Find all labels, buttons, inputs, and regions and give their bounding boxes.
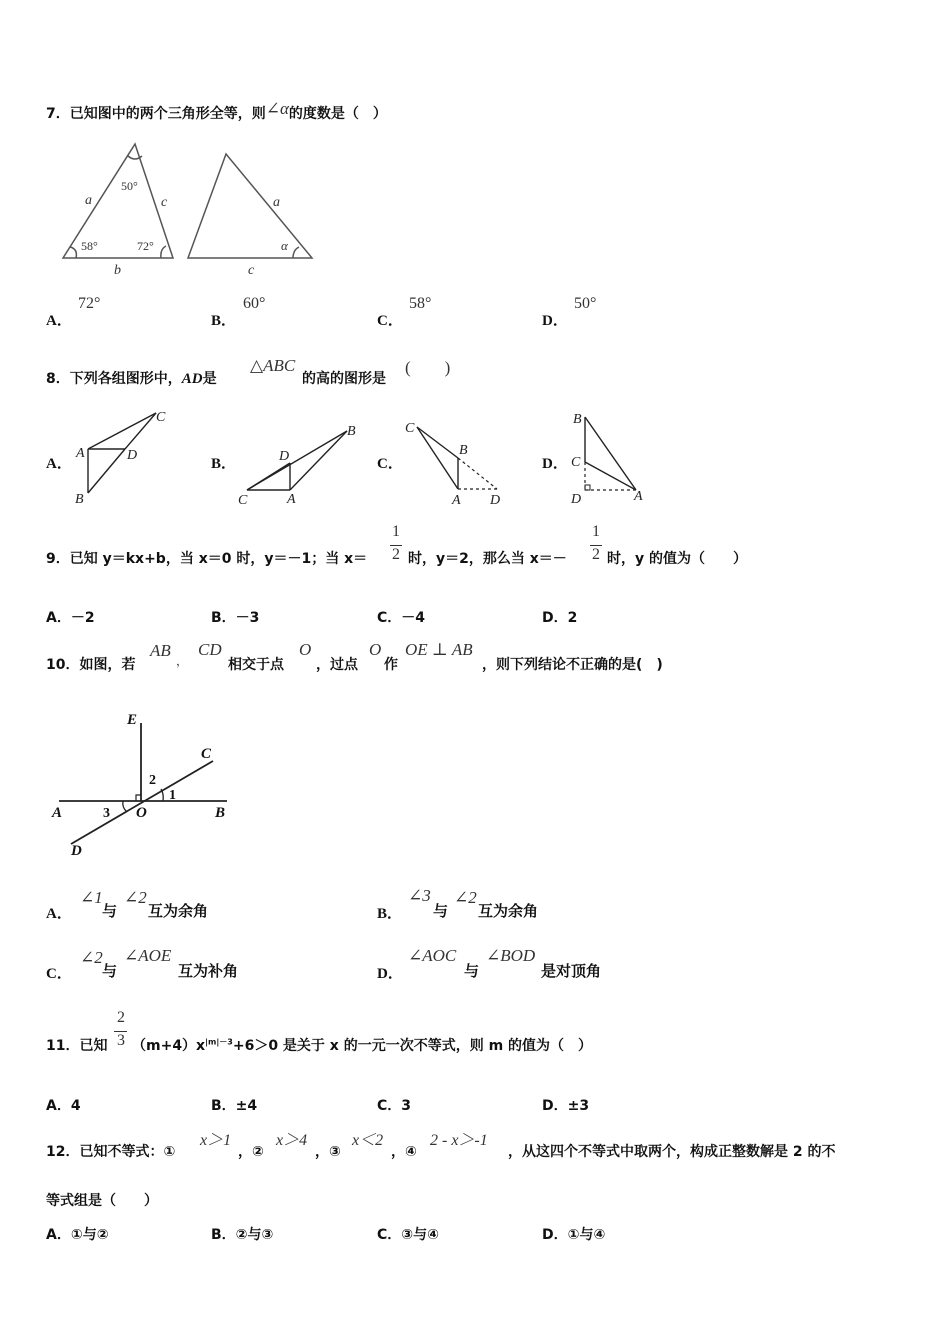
q10-option-c-m1: ∠2: [80, 948, 103, 967]
q9-option-a[interactable]: [46, 607, 95, 627]
q10-option-a-mid: 与: [102, 902, 118, 920]
q10-point-o2: O: [369, 640, 382, 659]
q11-expr: （m+4）x: [132, 1038, 206, 1054]
q10-option-d-m2: ∠BOD: [486, 946, 536, 965]
q12-option-b-label: B．: [211, 1227, 236, 1243]
q7-option-a-label: A．: [46, 313, 72, 329]
q11-stem-part2: [132, 1035, 592, 1055]
q12-option-d-value: ①与④: [567, 1227, 606, 1243]
q10-option-a-m2: ∠2: [124, 888, 147, 907]
q11-option-c-label: C．: [377, 1098, 402, 1114]
q10-label-e: E: [127, 712, 138, 728]
q8d-label-d: D: [571, 492, 582, 507]
q9-option-d[interactable]: [542, 607, 577, 627]
q7-text-after: 的度数是（ ）: [288, 106, 387, 122]
q7-option-d-value: 50°: [574, 295, 597, 312]
q10-comma: ，: [176, 654, 189, 668]
q10-option-b[interactable]: B．: [377, 906, 403, 922]
q10-perpendicular: OE ⊥ AB: [405, 640, 473, 659]
q12-option-a-value: ①与②: [70, 1227, 109, 1243]
q10-option-d-m1: ∠AOC: [408, 946, 457, 965]
q10-stem-part2: 相交于点: [228, 657, 284, 673]
q12-option-a-label: A．: [46, 1227, 71, 1243]
q11-frac-den: 3: [117, 1032, 125, 1049]
q8-option-a[interactable]: A．: [46, 456, 72, 472]
q8-text-before: 8．下列各组图形中，: [46, 371, 182, 387]
q11-option-c-value: 3: [401, 1098, 412, 1114]
q10-option-c[interactable]: C．: [46, 966, 72, 982]
q8c-label-a: A: [452, 493, 461, 508]
q10-stem-part5: ，则下列结论不正确的是( ): [482, 657, 663, 673]
q9-stem-part2: 时，y＝2，那么当 x＝－: [408, 551, 567, 567]
q11-option-d-value: ±3: [567, 1098, 590, 1114]
q7-label-alpha: α: [281, 238, 288, 253]
q7-angle-left: 58°: [81, 239, 98, 253]
q10-label-1: 1: [169, 788, 176, 803]
q10-option-d-mid: 与: [464, 962, 480, 980]
q8b-label-a: A: [287, 492, 296, 507]
q12-stem-part1: 12．已知不等式：①: [46, 1144, 176, 1160]
q11-option-b-value: ±4: [235, 1098, 258, 1114]
q12-stem-line2: 等式组是（ ）: [46, 1193, 158, 1209]
q9-frac2-num: 1: [592, 523, 600, 540]
q8-option-c[interactable]: C．: [377, 456, 403, 472]
q7-label-c: c: [161, 195, 168, 210]
q7-label-c2: c: [248, 263, 255, 278]
q12-option-b[interactable]: [211, 1224, 273, 1244]
q10-label-3: 3: [103, 806, 110, 821]
q8b-label-d: D: [279, 449, 290, 464]
q9-option-b-value: －3: [235, 610, 260, 626]
q8-triangle-abc: △ABC: [250, 356, 296, 375]
q7-angle-top: 50°: [121, 179, 138, 193]
q10-point-o: O: [299, 640, 312, 659]
q8-figure-b: [235, 418, 370, 510]
q9-option-c-value: －4: [401, 610, 426, 626]
q12-stem-part2: ，从这四个不等式中取两个，构成正整数解是 2 的不: [508, 1144, 836, 1160]
q10-label-d: D: [71, 843, 82, 859]
q10-option-c-mid: 与: [102, 962, 118, 980]
q7-option-b-value: 60°: [243, 295, 266, 312]
q10-stem-part1: 10．如图，若: [46, 657, 136, 673]
q10-option-c-tail: 互为补角: [178, 962, 239, 980]
q8a-label-b: B: [75, 492, 84, 507]
q8a-label-d: D: [127, 448, 138, 463]
q8-figure-c: [400, 412, 510, 510]
q7-option-a[interactable]: [46, 309, 72, 330]
q9-frac1-num: 1: [392, 523, 400, 540]
q10-label-a: A: [52, 805, 63, 821]
q7-arc-right: [161, 246, 166, 258]
q8-ad: AD: [181, 371, 203, 387]
q10-option-c-m2: ∠AOE: [124, 946, 172, 965]
q10-label-o: O: [136, 805, 147, 821]
q8-option-b[interactable]: B．: [211, 456, 237, 472]
q7-label-a: a: [85, 193, 92, 208]
q10-option-b-mid: 与: [433, 902, 449, 920]
q8-is: 是: [202, 371, 217, 387]
q10-label-b: B: [215, 805, 226, 821]
q10-option-b-m1: ∠3: [408, 886, 431, 905]
q11-option-b[interactable]: [211, 1095, 257, 1115]
q11-expr-rest: +6＞0 是关于 x 的一元一次不等式，则 m 的值为（ ）: [232, 1038, 593, 1054]
q8-paren: ( ): [405, 358, 451, 377]
q12-sep-2: ，③: [315, 1144, 341, 1160]
q7-label-b: b: [114, 263, 121, 278]
q9-frac1-den: 2: [392, 546, 400, 563]
q7-arc-left: [70, 247, 76, 258]
q12-option-b-value: ②与③: [235, 1227, 274, 1243]
q8-figure-a: [70, 405, 180, 507]
q7-arc-alpha: [293, 247, 299, 258]
q10-option-b-tail: 互为余角: [478, 902, 539, 920]
q12-ineq-3: x＜2: [352, 1132, 384, 1149]
q10-option-d[interactable]: D．: [377, 966, 403, 982]
q9-option-c-label: C．: [377, 610, 402, 626]
q8-figure-d: [566, 405, 656, 510]
q12-sep-1: ，②: [238, 1144, 264, 1160]
q7-option-c[interactable]: [377, 309, 403, 330]
q12-sep-3: ，④: [391, 1144, 417, 1160]
q7-option-c-label: C．: [377, 313, 403, 329]
q7-text-before: 7．已知图中的两个三角形全等，则: [46, 106, 266, 122]
q8c-label-d: D: [490, 493, 501, 508]
q9-stem-part1: 9．已知 y＝kx+b，当 x＝0 时，y＝－1；当 x＝: [46, 551, 368, 567]
q7-option-c-value: 58°: [409, 295, 432, 312]
q8c-label-b: B: [459, 443, 468, 458]
q9-option-d-value: 2: [567, 610, 578, 626]
q9-option-b[interactable]: [211, 607, 259, 627]
q8b-label-b: B: [347, 424, 356, 439]
q10-option-a[interactable]: A．: [46, 906, 72, 922]
q10-line-cd: [71, 761, 213, 844]
q7-option-b[interactable]: [211, 309, 236, 330]
q11-option-c[interactable]: [377, 1095, 411, 1115]
q7-option-b-label: B．: [211, 313, 237, 329]
q9-option-d-label: D．: [542, 610, 568, 626]
q10-option-b-m2: ∠2: [454, 888, 477, 907]
q9-stem-part3: 时，y 的值为（ ）: [607, 551, 747, 567]
q12-ineq-4: 2 - x＞-1: [430, 1132, 488, 1149]
q11-option-d-label: D．: [542, 1098, 568, 1114]
q9-option-c[interactable]: [377, 607, 425, 627]
q11-frac-num: 2: [117, 1009, 125, 1026]
q10-stem-part3: ，过点: [316, 657, 358, 673]
q10-stem-part4: 作: [384, 657, 398, 673]
q8b-label-c: C: [238, 493, 248, 508]
q7-label-a2: a: [273, 195, 280, 210]
q9-frac2-den: 2: [592, 546, 600, 563]
q8-text-after: 的高的图形是: [302, 371, 386, 387]
q7-triangles-figure: [55, 140, 325, 280]
q12-option-c-value: ③与④: [401, 1227, 439, 1243]
q8-option-d[interactable]: D．: [542, 456, 568, 472]
q8c-label-c: C: [405, 421, 415, 436]
q9-option-a-label: A．: [46, 610, 71, 626]
q12-option-c-label: C．: [377, 1227, 402, 1243]
q10-ab: AB: [150, 641, 171, 660]
q7-angle-alpha: ∠α: [265, 99, 289, 118]
q11-option-a[interactable]: [46, 1095, 81, 1115]
q11-stem-part1: 11．已知: [46, 1038, 108, 1054]
q7-option-d-label: D．: [542, 313, 568, 329]
q7-option-d[interactable]: [542, 309, 568, 330]
q8a-label-c: C: [156, 410, 166, 425]
q8a-label-a: A: [76, 446, 85, 461]
q11-exponent: |m|－3: [205, 1037, 233, 1047]
q11-option-a-value: 4: [70, 1098, 81, 1114]
q10-option-a-m1: ∠1: [80, 888, 103, 907]
q8d-label-c: C: [571, 455, 581, 470]
q11-option-a-label: A．: [46, 1098, 71, 1114]
q10-cd: CD: [198, 640, 222, 659]
q7-triangle-2: [188, 154, 312, 258]
q7-stem: [46, 99, 387, 123]
q12-option-c[interactable]: [377, 1224, 439, 1244]
q11-option-b-label: B．: [211, 1098, 236, 1114]
q7-triangle-1: [63, 144, 173, 258]
q9-option-b-label: B．: [211, 610, 236, 626]
q8d-label-a: A: [634, 489, 643, 504]
q11-option-d[interactable]: [542, 1095, 589, 1115]
q7-angle-right: 72°: [137, 239, 154, 253]
q12-option-d-label: D．: [542, 1227, 568, 1243]
q10-label-2: 2: [149, 773, 156, 788]
q12-ineq-1: x＞1: [200, 1132, 232, 1149]
q10-figure: [45, 705, 245, 865]
q12-option-d[interactable]: [542, 1224, 605, 1244]
q7-option-a-value: 72°: [78, 295, 101, 312]
q12-ineq-2: x＞4: [276, 1132, 308, 1149]
q10-label-c: C: [201, 746, 212, 762]
q12-option-a[interactable]: [46, 1224, 109, 1244]
q8d-label-b: B: [573, 412, 582, 427]
q10-option-a-tail: 互为余角: [148, 902, 209, 920]
q10-option-d-tail: 是对顶角: [541, 962, 602, 980]
q9-option-a-value: －2: [70, 610, 95, 626]
q8-stem: [46, 368, 217, 388]
